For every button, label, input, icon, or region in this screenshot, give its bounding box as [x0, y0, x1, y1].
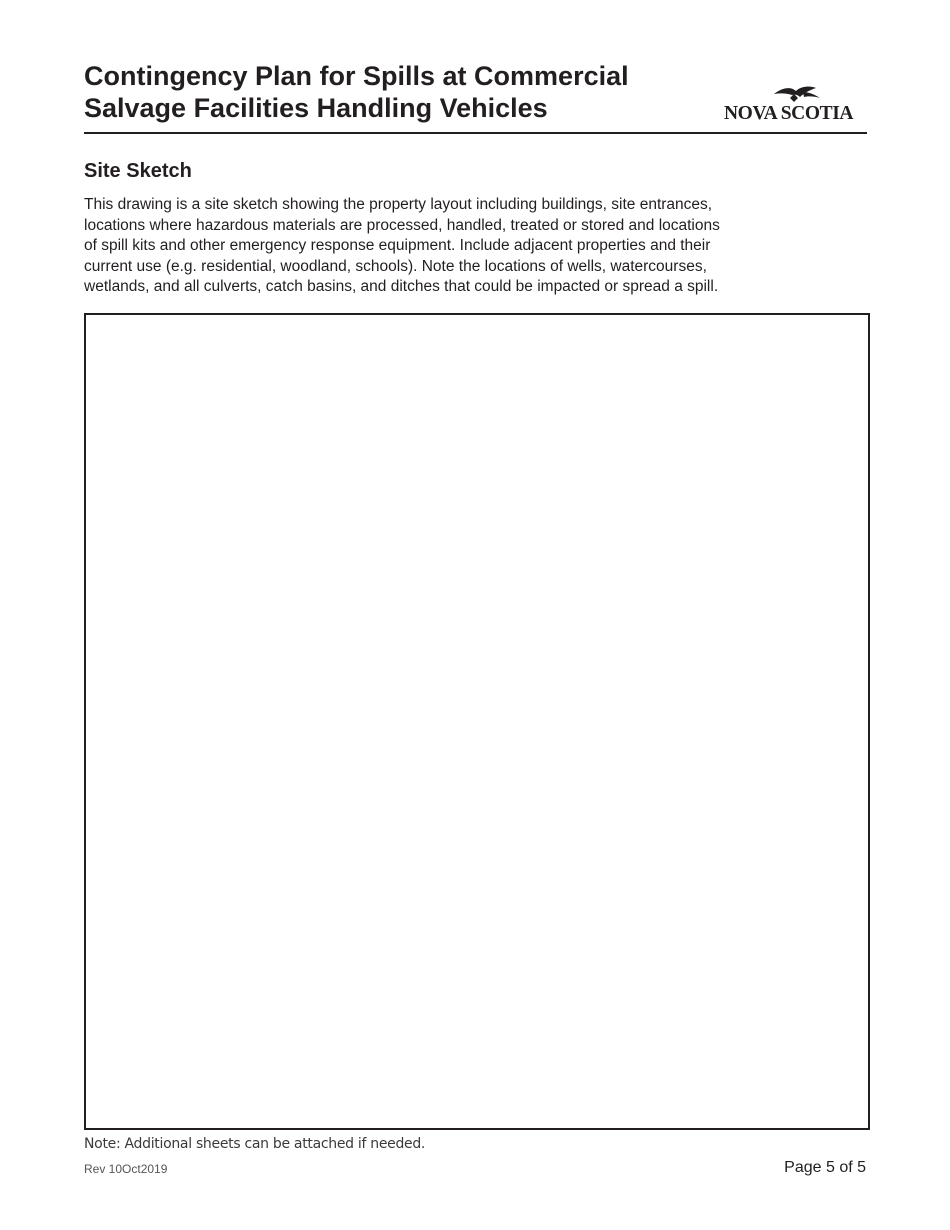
nova-scotia-logo — [724, 82, 868, 124]
footer-note: Note: Additional sheets can be attached if needed. — [84, 1136, 426, 1152]
header-divider — [84, 132, 867, 134]
document-title — [84, 60, 684, 124]
section-heading: Site Sketch — [84, 160, 192, 182]
instruction-line: This drawing is a site sketch showing the property layout including buildings, site entrances, — [84, 196, 713, 213]
revision-label: Rev 10Oct2019 — [84, 1162, 168, 1176]
site-sketch-drawing-area[interactable] — [84, 313, 870, 1130]
logo-wordmark: NOVA SCOTIA — [724, 103, 854, 124]
page-number: Page 5 of 5 — [784, 1159, 866, 1176]
instructions-paragraph — [84, 195, 804, 298]
document-title-line-1: Contingency Plan for Spills at Commercial — [84, 61, 629, 91]
instruction-line: locations where hazardous materials are processed, handled, treated or stored and locations — [84, 216, 720, 234]
document-title-line-2: Salvage Facilities Handling Vehicles — [84, 93, 548, 123]
instruction-line: of spill kits and other emergency response equipment. Include adjacent properties and their — [84, 237, 711, 254]
instruction-line: wetlands, and all culverts, catch basins, and ditches that could be impacted or spread a spill. — [84, 278, 719, 295]
instruction-line: current use (e.g. residential, woodland, schools). Note the locations of wells, watercourses, — [84, 257, 707, 275]
